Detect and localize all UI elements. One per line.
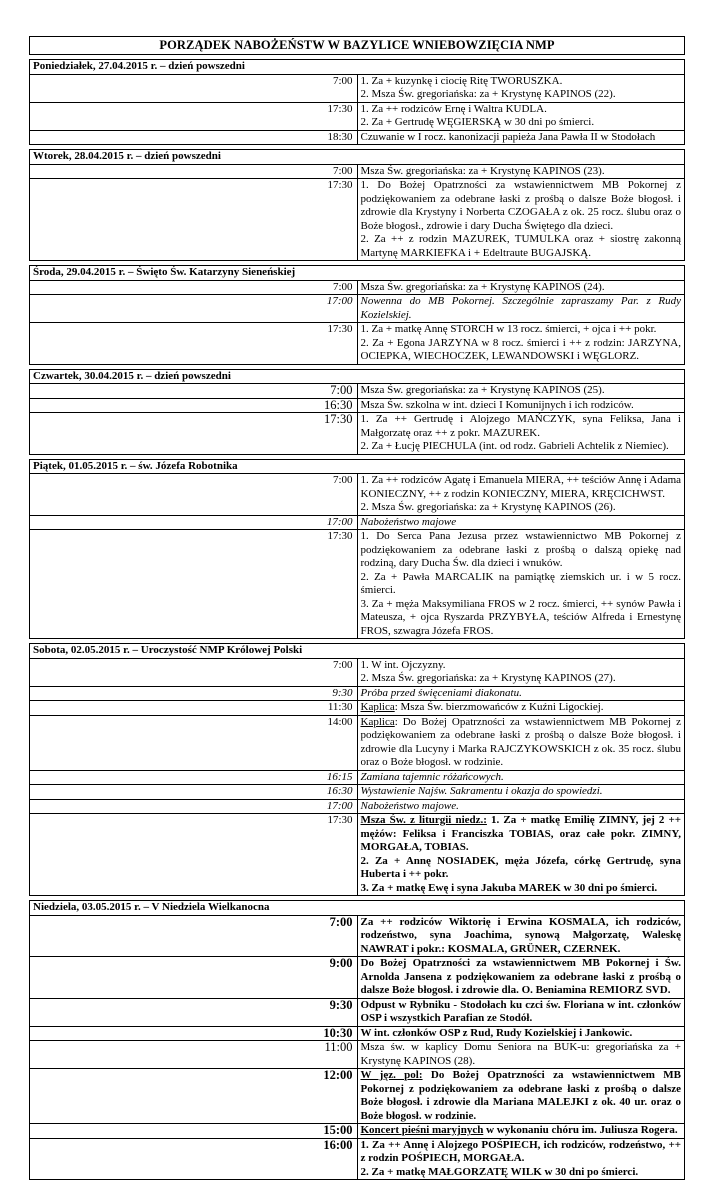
document	[29, 36, 685, 1184]
mass-time: 11:30	[30, 701, 358, 716]
mass-row	[30, 799, 685, 814]
mass-time: 7:00	[30, 658, 358, 686]
mass-intention	[357, 1026, 685, 1041]
mass-time: 12:00	[30, 1069, 358, 1124]
mass-time: 14:00	[30, 715, 358, 770]
intention-line	[361, 672, 682, 686]
intention-line	[361, 800, 682, 814]
intention-text: Próba przed święceniami diakonatu.	[360, 686, 522, 699]
intention-text: 2. Za + Łucję PIECHULA (int. od rodz. Gabrieli Achtelik z Niemiec).	[360, 440, 669, 452]
intention-line	[361, 957, 682, 998]
mass-row	[30, 515, 685, 530]
intention-label: Koncert pieśni maryjnych	[360, 1124, 484, 1136]
intention-line	[361, 814, 682, 855]
mass-time: 7:00	[30, 915, 358, 957]
mass-time: 10:30	[30, 1026, 358, 1041]
intention-text: Nowenna do MB Pokornej. Szczególnie zapraszamy Par. z Rudy Kozielskiej.	[360, 295, 681, 321]
mass-row	[30, 785, 685, 800]
mass-time: 17:30	[30, 530, 358, 639]
mass-time: 16:00	[30, 1138, 358, 1180]
intention-line	[361, 1041, 682, 1068]
mass-row	[30, 130, 685, 145]
mass-intention	[357, 957, 685, 999]
mass-time: 17:00	[30, 799, 358, 814]
intention-text: 1. Do Serca Pana Jezusa przez wstawiennictwo MB Pokornej z podziękowaniem za odebrane łaski z prośbą o dalszą opiekę nad rodziną, dary Ducha Św. dla dzieci i wnuków.	[360, 530, 681, 569]
mass-intention	[357, 398, 685, 413]
mass-intention	[357, 770, 685, 785]
day-header: Poniedziałek, 27.04.2015 r. – dzień powszedni	[30, 60, 685, 75]
mass-row	[30, 102, 685, 130]
intention-label: Kaplica	[360, 701, 395, 713]
day-block	[29, 459, 685, 640]
mass-time: 15:00	[30, 1124, 358, 1139]
mass-row	[30, 715, 685, 770]
mass-intention	[357, 530, 685, 639]
intention-text: W int. członków OSP z Rud, Rudy Kozielskiej i Jankowic.	[360, 1026, 633, 1039]
intention-text: 1. W int. Ojczyzny.	[360, 658, 446, 671]
mass-intention	[357, 915, 685, 957]
day-header: Wtorek, 28.04.2015 r. – dzień powszedni	[30, 150, 685, 165]
intention-line	[361, 501, 682, 515]
mass-row	[30, 701, 685, 716]
intention-line	[361, 88, 682, 102]
mass-row	[30, 164, 685, 179]
intention-text: Do Bożej Opatrzności za wstawiennictwem MB Pokornej i Św. Arnolda Jansena z podziękowaniem za odebrane łaski z prośbą o dalsze Boże błogosł. i zdrowie dla. O. Beniamina REMIORZ SVD.	[360, 957, 681, 996]
intention-line	[361, 882, 682, 896]
mass-time: 16:15	[30, 770, 358, 785]
mass-intention	[357, 74, 685, 102]
mass-intention	[357, 658, 685, 686]
intention-line	[361, 516, 682, 530]
day-block	[29, 59, 685, 145]
mass-row	[30, 814, 685, 896]
mass-time: 17:00	[30, 295, 358, 323]
mass-row	[30, 1041, 685, 1069]
intention-text: 1. Za + kuzynkę i ciocię Ritę TWORUSZKA.	[360, 74, 563, 87]
intention-line	[361, 165, 682, 179]
mass-row	[30, 530, 685, 639]
intention-line	[361, 1124, 682, 1138]
mass-row	[30, 295, 685, 323]
mass-intention	[357, 474, 685, 516]
intention-line	[361, 413, 682, 440]
intention-text: 1. Za + matkę Emilię ZIMNY, jej 2 ++ mężów: Feliksa i Franciszka TOBIAS, oraz całe pokr. ZIMNY, MORGAŁA, TOBIAS.	[360, 814, 681, 853]
mass-row	[30, 179, 685, 261]
intention-line	[361, 598, 682, 639]
mass-row	[30, 957, 685, 999]
day-header: Sobota, 02.05.2015 r. – Uroczystość NMP Królowej Polski	[30, 644, 685, 659]
mass-time: 18:30	[30, 130, 358, 145]
intention-line	[361, 771, 682, 785]
intention-line	[361, 295, 682, 322]
intention-line	[361, 716, 682, 770]
mass-row	[30, 280, 685, 295]
intention-line	[361, 281, 682, 295]
mass-row	[30, 686, 685, 701]
mass-intention	[357, 384, 685, 399]
intention-text: 2. Za + Pawła MARCALIK na pamiątkę ziemskich ur. i w 5 rocz. śmierci.	[360, 570, 681, 596]
mass-intention	[357, 515, 685, 530]
intention-line	[361, 1139, 682, 1166]
day-block	[29, 369, 685, 455]
intention-text: 1. Za ++ Gertrudę i Alojzego MAŃCZYK, syna Feliksa, Jana i Małgorzatę oraz ++ z pokr. MAZUREK.	[360, 413, 681, 439]
intention-text: 2. Msza Św. gregoriańska: za + Krystynę KAPINOS (27).	[360, 672, 616, 684]
mass-time: 9:30	[30, 686, 358, 701]
mass-intention	[357, 413, 685, 455]
intention-line	[361, 659, 682, 673]
mass-row	[30, 770, 685, 785]
intention-text: 2. Za + Gertrudę WĘGIERSKĄ w 30 dni po śmierci.	[360, 116, 595, 128]
intention-text: Do Bożej Opatrzności za wstawiennictwem MB Pokornej z podziękowaniem za odebrane łaski z prośbą o dalsze Boże błogosł. i zdrowie dla Mariana MALEJKI z ok. 40 ur. oraz o Boże błogosł. w rodzinie.	[360, 1069, 681, 1122]
intention-text: Msza Św. gregoriańska: za + Krystynę KAPINOS (25).	[360, 384, 605, 396]
intention-text: Msza Św. gregoriańska: za + Krystynę KAPINOS (24).	[360, 280, 605, 293]
intention-label: Msza Św. z liturgii niedz.:	[360, 814, 487, 826]
intention-text: w wykonaniu chóru im. Juliusza Rogera.	[483, 1124, 678, 1136]
mass-row	[30, 74, 685, 102]
mass-time: 9:30	[30, 998, 358, 1026]
mass-row	[30, 1138, 685, 1180]
intention-text: 1. Za + matkę Annę STORCH w 13 rocz. śmierci, + ojca i ++ pokr.	[360, 323, 657, 335]
mass-time: 17:30	[30, 413, 358, 455]
intention-text: Msza św. w kaplicy Domu Seniora na BUK-u: gregoriańska za + Krystynę KAPINOS (28).	[360, 1041, 681, 1067]
mass-intention	[357, 799, 685, 814]
mass-intention	[357, 1138, 685, 1180]
intention-line	[361, 474, 682, 501]
intention-text: Nabożeństwo majowe.	[360, 799, 459, 812]
mass-row	[30, 398, 685, 413]
intention-text: 2. Za + Egona JARZYNA w 8 rocz. śmierci i ++ z rodzin: JARZYNA, OCIEPKA, WIECHOCZEK, LEWANDOWSKI i WĘGLORZ.	[360, 336, 681, 362]
mass-intention	[357, 295, 685, 323]
intention-text: : Msza Św. bierzmowańców z Kuźni Ligockiej.	[394, 701, 604, 713]
mass-row	[30, 1069, 685, 1124]
mass-row	[30, 323, 685, 365]
day-header: Czwartek, 30.04.2015 r. – dzień powszedni	[30, 369, 685, 384]
mass-time: 16:30	[30, 398, 358, 413]
intention-line	[361, 687, 682, 701]
mass-time: 7:00	[30, 280, 358, 295]
mass-time: 17:30	[30, 179, 358, 261]
mass-time: 7:00	[30, 474, 358, 516]
schedule	[29, 59, 685, 1180]
intention-line	[361, 1027, 682, 1041]
intention-text: 1. Do Bożej Opatrzności za wstawiennictwem MB Pokornej z podziękowaniem za odebrane łaski z prośbą o dalsze Boże błogosł. i zdrowie dla Krystyny i Norberta CZOGAŁA z ok. 25 rocz. ślubu oraz o Boże błogosł., zdrowie i dary Ducha Świętego dla dzieci.	[360, 179, 681, 232]
intention-text: 2. Za + Annę NOSIADEK, męża Józefa, córkę Gertrudę, syna Huberta i ++ pokr.	[360, 854, 681, 880]
intention-line	[361, 75, 682, 89]
mass-intention	[357, 715, 685, 770]
mass-intention	[357, 701, 685, 716]
mass-intention	[357, 1069, 685, 1124]
intention-text: Nabożeństwo majowe	[360, 515, 457, 528]
intention-line	[361, 131, 682, 145]
mass-time: 17:30	[30, 323, 358, 365]
intention-line	[361, 103, 682, 117]
mass-row	[30, 998, 685, 1026]
intention-label: W jęz. pol:	[360, 1069, 423, 1081]
intention-text: 2. Za ++ z rodzin MAZUREK, TUMULKA oraz + siostrę zakonną Martynę MARKIEFKA i + Edeltraute BUGAJSKĄ.	[360, 233, 681, 259]
mass-time: 7:00	[30, 74, 358, 102]
day-header: Niedziela, 03.05.2015 r. – V Niedziela Wielkanocna	[30, 901, 685, 916]
day-block	[29, 900, 685, 1180]
intention-text: 2. Msza Św. gregoriańska: za + Krystynę KAPINOS (22).	[360, 88, 616, 100]
intention-text: 1. Za ++ Annę i Alojzego POŚPIECH, ich rodziców, rodzeństwo, ++ z rodzin POŚPIECH, MORGAŁA.	[360, 1138, 681, 1164]
mass-time: 17:00	[30, 515, 358, 530]
intention-line	[361, 399, 682, 413]
intention-line	[361, 440, 682, 454]
intention-text: Czuwanie w I rocz. kanonizacji papieża Jana Pawła II w Stodołach	[360, 130, 656, 143]
intention-line	[361, 701, 682, 715]
intention-line	[361, 337, 682, 364]
mass-intention	[357, 280, 685, 295]
mass-row	[30, 413, 685, 455]
intention-line	[361, 1069, 682, 1123]
mass-intention	[357, 130, 685, 145]
intention-line	[361, 179, 682, 233]
intention-line	[361, 116, 682, 130]
page-title: PORZĄDEK NABOŻEŃSTW W BAZYLICE WNIEBOWZIĘCIA NMP	[29, 36, 685, 55]
mass-intention	[357, 998, 685, 1026]
intention-text: 2. Za + matkę MAŁGORZATĘ WILK w 30 dni po śmierci.	[360, 1165, 639, 1178]
intention-text: 2. Msza Św. gregoriańska: za + Krystynę KAPINOS (26).	[360, 501, 616, 513]
mass-intention	[357, 179, 685, 261]
mass-intention	[357, 814, 685, 896]
intention-line	[361, 999, 682, 1026]
day-block	[29, 265, 685, 365]
intention-text: Msza Św. gregoriańska: za + Krystynę KAPINOS (23).	[360, 164, 605, 177]
mass-intention	[357, 1124, 685, 1139]
intention-text: 3. Za + męża Maksymiliana FROS w 2 rocz. śmierci, ++ synów Pawła i Mateusza, + ojca Ryszarda PRZYBYŁA, teściów Alfreda i Ernestynę FROS, szwagra Józefa FROS.	[360, 597, 681, 637]
mass-time: 16:30	[30, 785, 358, 800]
mass-row	[30, 658, 685, 686]
mass-row	[30, 474, 685, 516]
intention-text: Msza Św. szkolna w int. dzieci I Komunijnych i ich rodziców.	[360, 398, 634, 411]
mass-intention	[357, 323, 685, 365]
intention-label: Kaplica	[360, 715, 395, 728]
intention-text: Odpust w Rybniku - Stodołach ku czci św. Floriana w int. członków OSP i wszystkich Parafian ze Stodół.	[360, 998, 681, 1024]
intention-text: Za ++ rodziców Wiktorię i Erwina KOSMALA, ich rodziców, rodzeństwo, syna Joachima, synową Małgorzatę, Waleskę NAWRAT i pokr.: KOSMALA, GRÜNER, CZERNEK.	[360, 915, 681, 955]
day-header: Piątek, 01.05.2015 r. – św. Józefa Robotnika	[30, 459, 685, 474]
intention-text: Wystawienie Najśw. Sakramentu i okazja do spowiedzi.	[360, 785, 603, 797]
mass-time: 9:00	[30, 957, 358, 999]
intention-text: : Do Bożej Opatrzności za wstawiennictwem MB Pokornej z podziękowaniem za odebrane łaski z prośbą o dalsze Boże błogosł. i zdrowie dla Lucyny i Marka RAJCZYKOWSKICH z ok. 35 rocz. ślubu oraz o Boże błogosł. w rodzinie.	[360, 715, 681, 768]
intention-text: 1. Za ++ rodziców Agatę i Emanuela MIERA, ++ teściów Annę i Adama KONIECZNY, ++ z rodzin KONIECZNY, MIERA, KRĘCICHWST.	[360, 474, 682, 500]
mass-intention	[357, 102, 685, 130]
intention-line	[361, 530, 682, 571]
mass-intention	[357, 785, 685, 800]
mass-row	[30, 1026, 685, 1041]
mass-intention	[357, 686, 685, 701]
intention-line	[361, 855, 682, 882]
intention-line	[361, 785, 682, 799]
day-block	[29, 149, 685, 261]
day-header: Środa, 29.04.2015 r. – Święto Św. Katarzyny Sieneńskiej	[30, 266, 685, 281]
day-block	[29, 643, 685, 896]
intention-line	[361, 323, 682, 337]
intention-text: 1. Za ++ rodziców Ernę i Waltra KUDLA.	[360, 102, 547, 115]
intention-text: Zamiana tajemnic różańcowych.	[360, 770, 504, 783]
mass-row	[30, 384, 685, 399]
mass-intention	[357, 164, 685, 179]
mass-row	[30, 915, 685, 957]
mass-time: 11:00	[30, 1041, 358, 1069]
mass-time: 7:00	[30, 164, 358, 179]
intention-text: 3. Za + matkę Ewę i syna Jakuba MAREK w 30 dni po śmierci.	[360, 881, 658, 894]
mass-time: 17:30	[30, 102, 358, 130]
intention-line	[361, 233, 682, 260]
intention-line	[361, 571, 682, 598]
mass-row	[30, 1124, 685, 1139]
mass-time: 7:00	[30, 384, 358, 399]
intention-line	[361, 1166, 682, 1180]
mass-time: 17:30	[30, 814, 358, 896]
mass-intention	[357, 1041, 685, 1069]
intention-line	[361, 384, 682, 398]
intention-line	[361, 916, 682, 957]
